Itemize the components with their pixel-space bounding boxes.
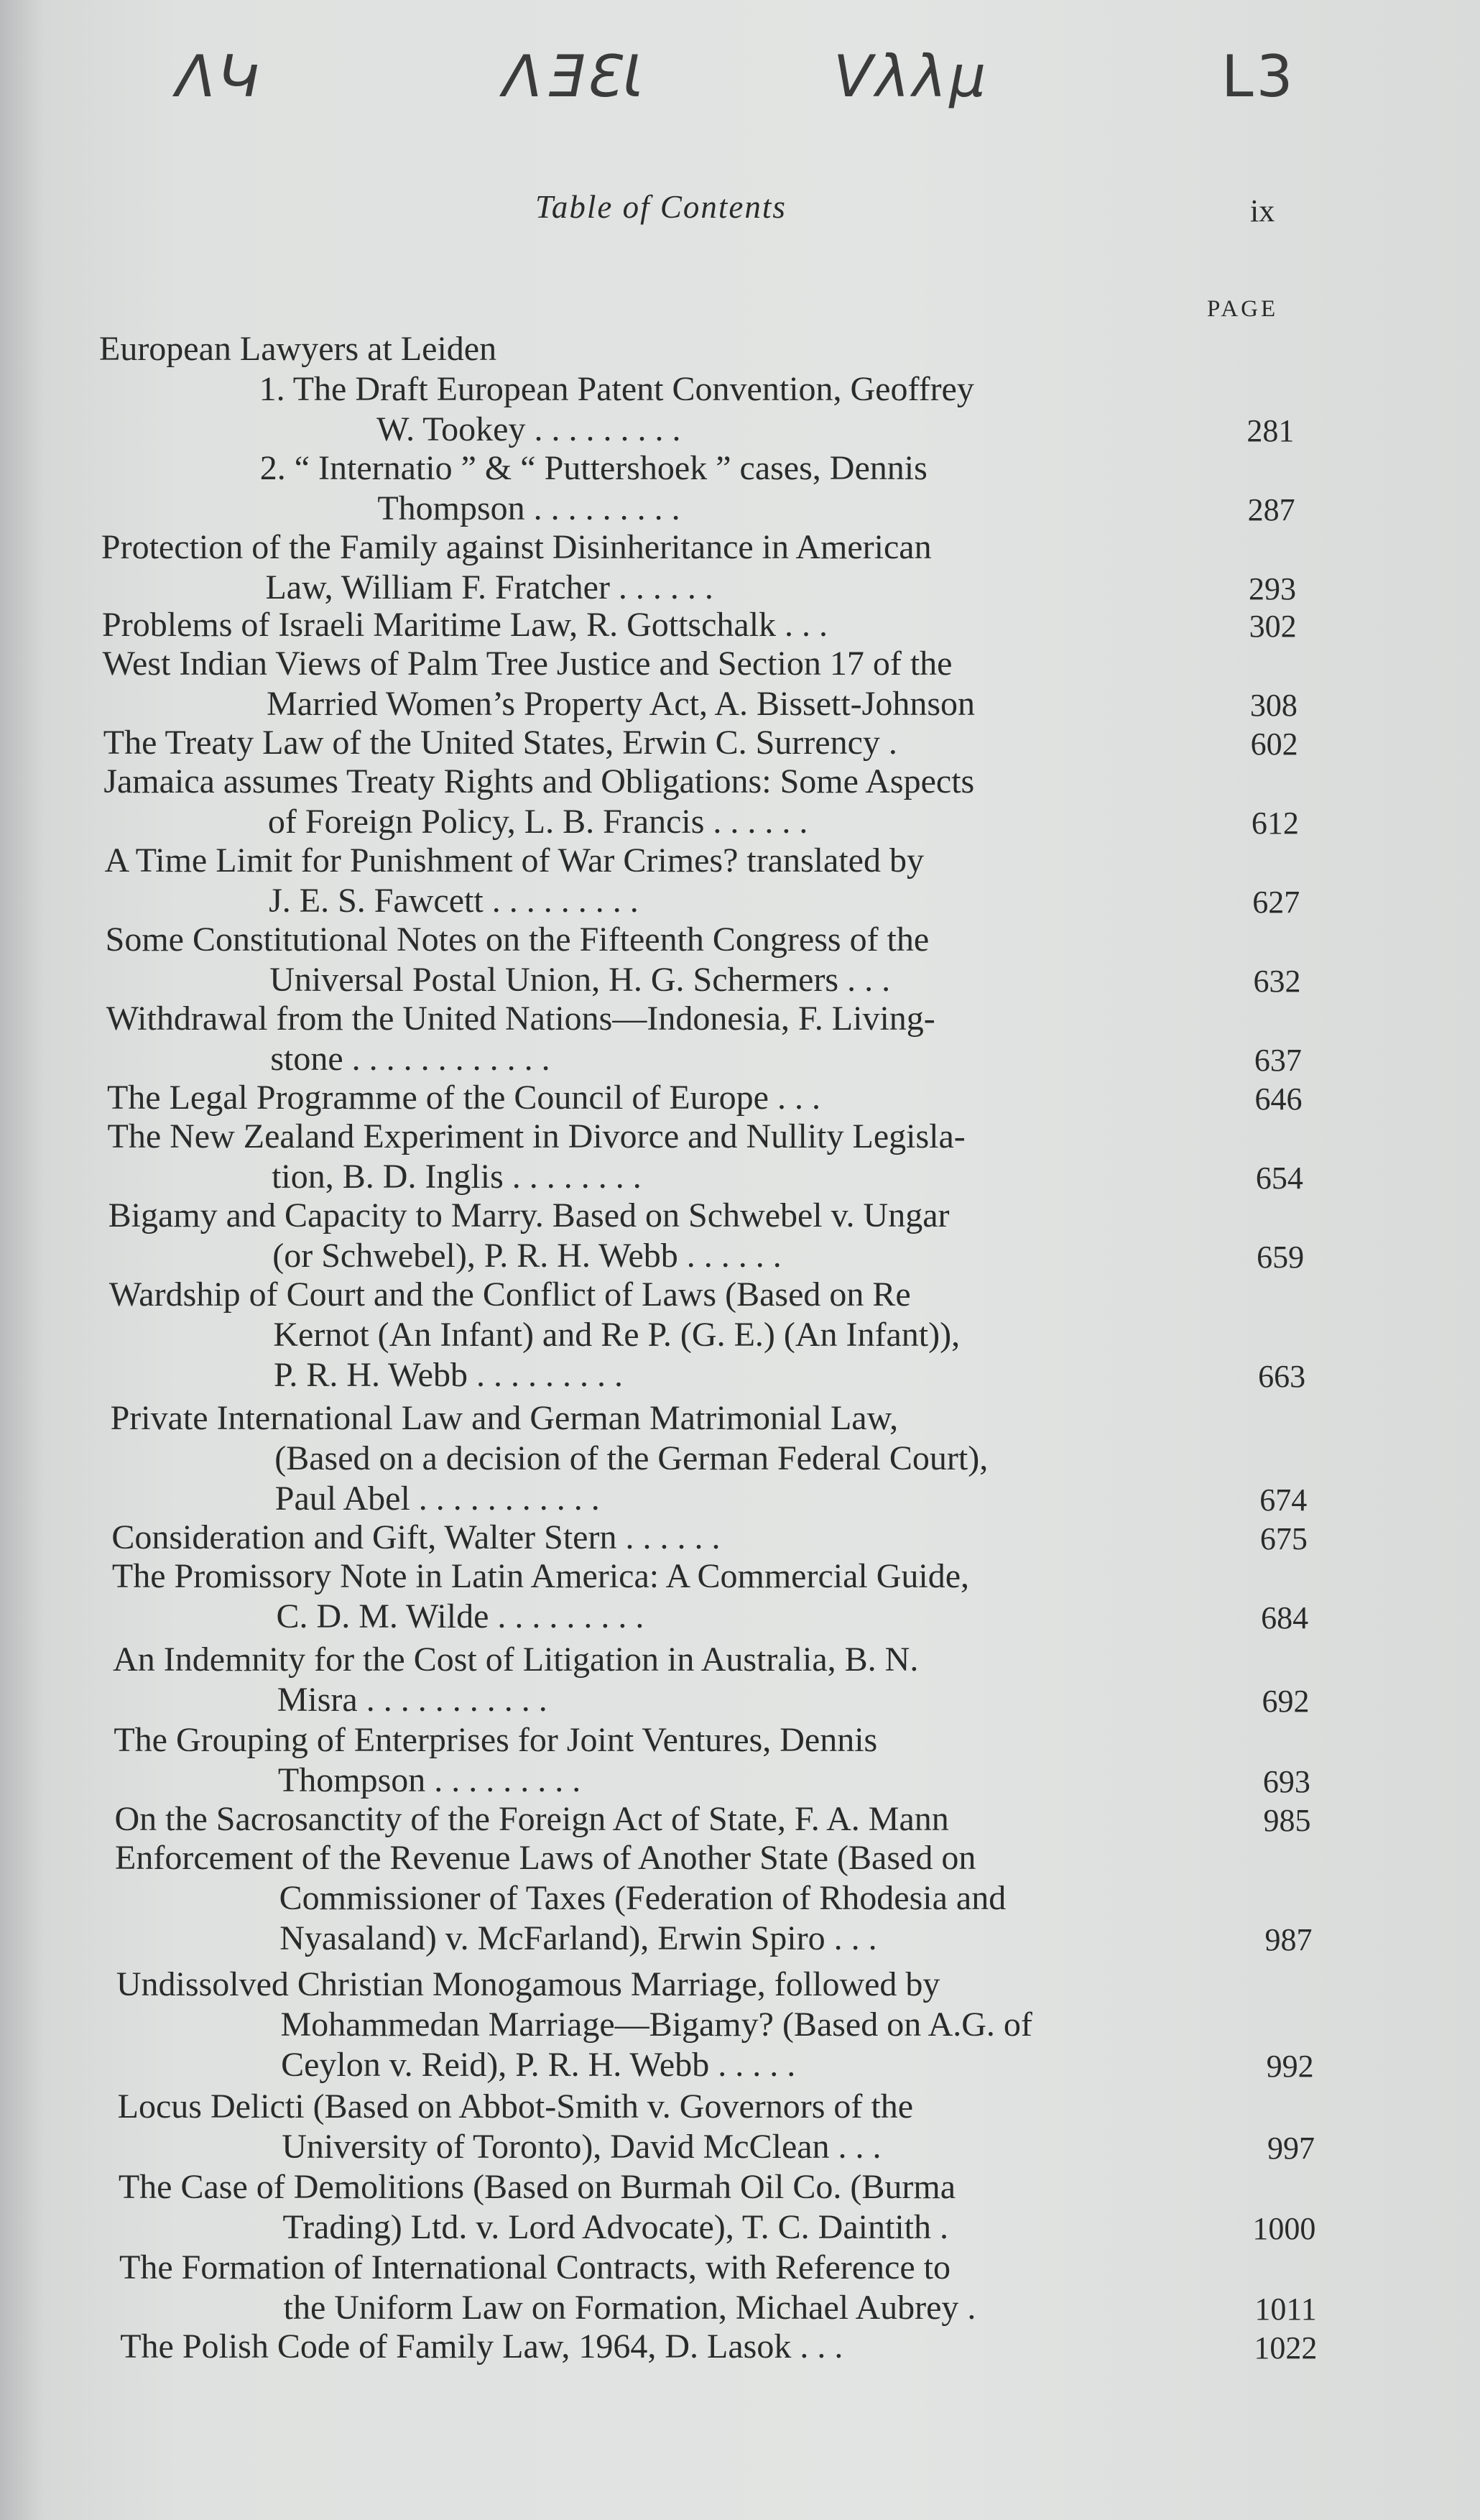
toc-entry-line: Enforcement of the Revenue Laws of Another State (Based on bbox=[115, 1839, 976, 1877]
toc-entry-continuation: Married Women’s Property Act, A. Bissett-Johnson bbox=[267, 685, 976, 723]
toc-entry-continuation: University of Toronto), David McClean . . . bbox=[282, 2128, 882, 2166]
toc-page-number: 308 bbox=[1249, 688, 1298, 723]
toc-entry-continuation: of Foreign Policy, L. B. Francis . . . . . . bbox=[267, 803, 808, 841]
toc-page-number: 632 bbox=[1253, 964, 1301, 999]
toc-page-number: 646 bbox=[1254, 1081, 1303, 1117]
handwritten-mark: Vλλμ bbox=[833, 43, 989, 110]
toc-page-number: 674 bbox=[1259, 1482, 1308, 1518]
page-column-label: PAGE bbox=[1207, 296, 1279, 322]
toc-entry-continuation: Misra . . . . . . . . . . . bbox=[277, 1681, 547, 1719]
toc-page-number: 1011 bbox=[1254, 2291, 1317, 2327]
toc-page-number: 987 bbox=[1264, 1922, 1313, 1957]
toc-entry-continuation: Commissioner of Taxes (Federation of Rhodesia and bbox=[279, 1879, 1007, 1917]
toc-entry-line: West Indian Views of Palm Tree Justice and Section 17 of the bbox=[102, 645, 953, 683]
toc-entry-line: Withdrawal from the United Nations—Indonesia, F. Living- bbox=[106, 1000, 935, 1038]
toc-page-number: 992 bbox=[1266, 2049, 1314, 2084]
toc-entry-continuation: tion, B. D. Inglis . . . . . . . . bbox=[272, 1158, 642, 1196]
toc-page-number: 684 bbox=[1261, 1600, 1309, 1635]
toc-entry-line: The New Zealand Experiment in Divorce and Nullity Legisla- bbox=[107, 1117, 966, 1155]
toc-entry-continuation: Law, William F. Fratcher . . . . . . bbox=[265, 568, 713, 606]
toc-entry-line: The Treaty Law of the United States, Erwin C. Surrency . bbox=[103, 724, 897, 762]
handwritten-mark: L3 bbox=[1221, 43, 1296, 110]
toc-page-number: 1022 bbox=[1254, 2330, 1318, 2366]
toc-entry-line: 1. The Draft European Patent Convention, Geoffrey bbox=[259, 370, 974, 408]
toc-entry-continuation: Mohammedan Marriage—Bigamy? (Based on A.G. of bbox=[280, 2006, 1032, 2044]
toc-entry-line: The Promissory Note in Latin America: A Commercial Guide, bbox=[111, 1557, 970, 1595]
toc-page-number: 287 bbox=[1247, 492, 1295, 527]
running-title: Table of Contents bbox=[535, 189, 787, 225]
toc-entry-line: Bigamy and Capacity to Marry. Based on Schwebel v. Ungar bbox=[108, 1196, 950, 1234]
toc-entry-line: A Time Limit for Punishment of War Crimes? translated by bbox=[104, 841, 924, 880]
toc-entry-line: An Indemnity for the Cost of Litigation in Australia, B. N. bbox=[113, 1640, 919, 1679]
toc-page-number: 985 bbox=[1263, 1803, 1311, 1838]
folio-number: ix bbox=[1250, 193, 1275, 229]
toc-entry-continuation: Ceylon v. Reid), P. R. H. Webb . . . . . bbox=[281, 2046, 796, 2084]
toc-entry-continuation: Kernot (An Infant) and Re P. (G. E.) (An Infant)), bbox=[273, 1316, 961, 1354]
toc-page-number: 654 bbox=[1255, 1160, 1303, 1196]
toc-entry-line: The Legal Programme of the Council of Europe . . . bbox=[106, 1079, 820, 1117]
toc-entry-line: Jamaica assumes Treaty Rights and Obligations: Some Aspects bbox=[103, 762, 975, 800]
handwritten-mark: ΛԿ bbox=[176, 43, 264, 110]
toc-page-number: 293 bbox=[1248, 571, 1296, 606]
toc-page-number: 612 bbox=[1251, 806, 1299, 841]
toc-page-number: 281 bbox=[1247, 413, 1295, 448]
toc-page-number: 693 bbox=[1262, 1764, 1310, 1799]
toc-entry-line: The Formation of International Contracts, with Reference to bbox=[119, 2248, 951, 2286]
toc-entry-line: Undissolved Christian Monogamous Marriage, followed by bbox=[116, 1965, 940, 2003]
toc-entry-continuation: Nyasaland) v. McFarland), Erwin Spiro . . . bbox=[279, 1919, 877, 1957]
toc-entry-continuation: P. R. H. Webb . . . . . . . . . bbox=[273, 1356, 623, 1394]
toc-page-number: 659 bbox=[1257, 1240, 1305, 1275]
toc-page-number: 302 bbox=[1249, 609, 1297, 644]
toc-entry-line: The Polish Code of Family Law, 1964, D. Lasok . . . bbox=[120, 2327, 843, 2366]
toc-entry-continuation: W. Tookey . . . . . . . . . bbox=[376, 410, 681, 448]
toc-entry-continuation: the Uniform Law on Formation, Michael Aubrey . bbox=[283, 2289, 976, 2327]
toc-entry-line: Consideration and Gift, Walter Stern . . . . . . bbox=[111, 1518, 721, 1556]
toc-entry-line: The Case of Demolitions (Based on Burmah Oil Co. (Burma bbox=[118, 2168, 956, 2206]
toc-entry-line: 2. “ Internatio ” & “ Puttershoek ” cases, Dennis bbox=[259, 449, 928, 487]
toc-page-number: 1000 bbox=[1252, 2211, 1316, 2246]
toc-page-number: 637 bbox=[1254, 1043, 1302, 1078]
toc-entry-line: Protection of the Family against Disinheritance in American bbox=[101, 528, 932, 566]
toc-entry-continuation: Thompson . . . . . . . . . bbox=[277, 1761, 581, 1799]
toc-entry-line: Some Constitutional Notes on the Fifteenth Congress of the bbox=[105, 920, 930, 959]
toc-page-number: 602 bbox=[1250, 726, 1298, 762]
handwritten-mark: ɅƎƐƖ bbox=[503, 43, 646, 110]
toc-entry-continuation: Universal Postal Union, H. G. Schermers . . . bbox=[269, 961, 891, 999]
toc-entry-continuation: J. E. S. Fawcett . . . . . . . . . bbox=[269, 882, 639, 920]
toc-page-number: 627 bbox=[1252, 885, 1300, 920]
toc-entry-continuation: Trading) Ltd. v. Lord Advocate), T. C. Daintith . bbox=[282, 2208, 948, 2246]
toc-entry-line: Wardship of Court and the Conflict of Laws (Based on Re bbox=[108, 1275, 911, 1314]
toc-page-number: 692 bbox=[1262, 1684, 1310, 1719]
toc-entry-line: Locus Delicti (Based on Abbot-Smith v. Governors of the bbox=[117, 2087, 914, 2126]
toc-entry-continuation: (Based on a decision of the German Federal Court), bbox=[274, 1439, 989, 1477]
toc-entry-continuation: Thompson . . . . . . . . . bbox=[377, 489, 680, 527]
toc-page-number: 997 bbox=[1267, 2131, 1315, 2166]
toc-entry-continuation: stone . . . . . . . . . . . . bbox=[270, 1040, 550, 1078]
toc-entry-line: The Grouping of Enterprises for Joint Ventures, Dennis bbox=[114, 1721, 878, 1759]
toc-entry-line: Private International Law and German Matrimonial Law, bbox=[110, 1399, 899, 1437]
toc-entry-line: On the Sacrosanctity of the Foreign Act of State, F. A. Mann bbox=[114, 1800, 949, 1838]
toc-entry-continuation: (or Schwebel), P. R. H. Webb . . . . . . bbox=[272, 1237, 782, 1275]
toc-entry-line: Problems of Israeli Maritime Law, R. Gottschalk . . . bbox=[102, 606, 828, 644]
toc-entry-continuation: C. D. M. Wilde . . . . . . . . . bbox=[276, 1597, 644, 1635]
toc-entry-continuation: Paul Abel . . . . . . . . . . . bbox=[274, 1480, 600, 1518]
toc-page-number: 663 bbox=[1258, 1359, 1306, 1394]
toc-entry-line: European Lawyers at Leiden bbox=[99, 330, 497, 368]
toc-page-number: 675 bbox=[1259, 1521, 1308, 1556]
